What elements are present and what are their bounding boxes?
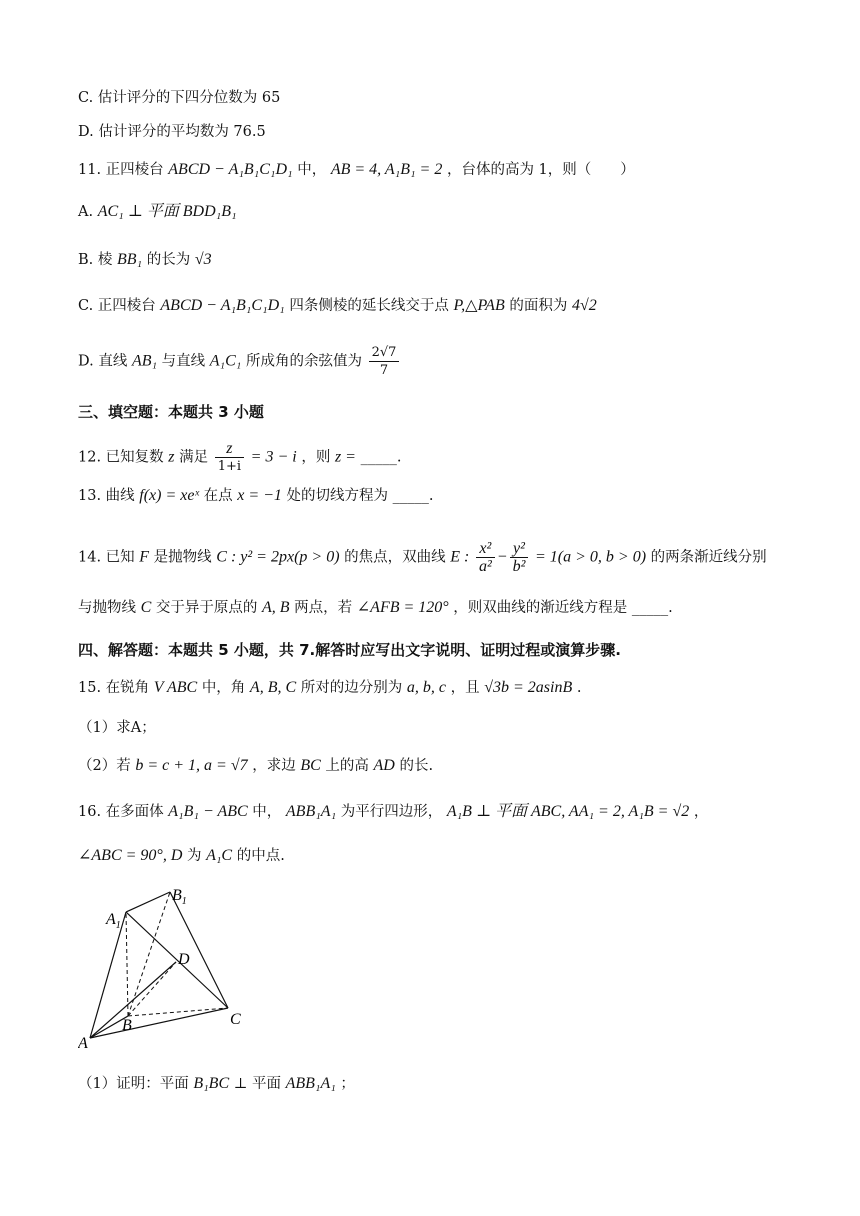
q15-mid2: 所对的边分别为 — [300, 680, 403, 696]
q14-prefix: 14. 已知 — [78, 549, 135, 566]
label-C: C — [230, 1011, 241, 1028]
q13-prefix: 13. 曲线 — [78, 488, 135, 504]
q11-stem — [78, 160, 635, 180]
q11-option-d-line1: AB₁ — [131, 352, 158, 370]
q16-end2: 的中点. — [236, 848, 285, 864]
q15-mid: 中，角 — [201, 680, 246, 696]
q16-polyhedron-figure — [78, 880, 258, 1050]
q12-suffix: ，则 — [301, 449, 331, 466]
q11-option-a-label: A. — [78, 204, 94, 220]
q12-numerator: z — [215, 440, 244, 458]
q15-angles: A, B, C — [249, 679, 297, 696]
q11-option-c-label: C. 正四棱台 — [78, 298, 156, 314]
section-4-heading: 四、解答题：本题共 5 小题，共 7.解答时应写出文字说明、证明过程或演算步骤. — [78, 641, 621, 659]
q15-mid3: ，且 — [450, 680, 480, 696]
q14-line-2 — [78, 598, 673, 618]
q15-part-2 — [78, 756, 433, 776]
label-A1-letter: A — [106, 911, 116, 928]
q14-line2-mid: 交于异于原点的 — [155, 600, 258, 616]
q16-polyhedron: A₁B₁ − ABC — [168, 803, 248, 820]
q16-stem-line-1 — [78, 802, 708, 822]
q14-fraction-2 — [510, 540, 529, 575]
q14-blank: _____. — [631, 600, 673, 616]
q14-hyperbola-rhs: = 1(a > 0, b > 0) — [534, 548, 647, 566]
q11-option-c-frustum: ABCD − A₁B₁C₁D₁ — [160, 297, 285, 314]
label-B1-letter: B — [172, 887, 182, 904]
q16-prefix: 16. 在多面体 — [78, 804, 164, 820]
q11-condition: AB = 4, A₁B₁ = 2 — [330, 161, 443, 178]
label-B1-sub: 1 — [181, 896, 187, 907]
q11-stem-mid: 中， — [297, 162, 327, 178]
edge-A-C — [90, 1008, 228, 1038]
edge-B1-C — [170, 892, 228, 1008]
edge-A1-B1 — [126, 892, 170, 912]
q14-line-1 — [78, 540, 767, 575]
q14-fraction-1 — [476, 540, 495, 575]
q15-part-1: （1）求A； — [78, 720, 156, 736]
q11-stem-suffix: ，台体的高为 1，则（ ） — [446, 162, 635, 178]
q12-mid: 满足 — [179, 449, 209, 466]
q16-segment: A₁C — [206, 847, 233, 864]
q16-condition-1: A₁B ⊥ 平面 ABC, AA₁ = 2, A₁B = √2 — [446, 803, 690, 820]
q10-option-d: D. 估计评分的平均数为 76.5 — [78, 124, 266, 140]
q11-option-d-denominator: 7 — [379, 363, 389, 378]
q11-frustum-name: ABCD − A₁B₁C₁D₁ — [168, 161, 293, 178]
q13 — [78, 486, 434, 506]
edge-B-D-hidden — [128, 962, 176, 1016]
q11-option-d — [78, 344, 401, 379]
edge-B-C-hidden — [128, 1008, 228, 1016]
q12 — [78, 440, 401, 475]
q16-mid: 中， — [252, 804, 282, 820]
q16-end1: ， — [693, 804, 709, 820]
q12-ask: z = — [334, 448, 356, 466]
q13-blank: _____. — [392, 488, 434, 504]
q11-option-d-mid: 与直线 — [161, 353, 206, 370]
label-D: D — [178, 951, 190, 968]
q16-part1-plane-2: ABB₁A₁ — [285, 1075, 336, 1092]
label-A1-sub: 1 — [115, 920, 121, 931]
q16-parallelogram: ABB₁A₁ — [285, 803, 337, 820]
q16-mid2: 为平行四边形， — [340, 804, 443, 820]
q11-option-c-triangle: P,△PAB — [453, 297, 505, 314]
q15-part2-side: BC — [300, 757, 321, 774]
q16-stem-line-2 — [78, 846, 285, 866]
q13-suffix: 处的切线方程为 — [286, 488, 389, 504]
q14-mid: 是抛物线 — [153, 549, 212, 566]
q14-line2-end: ，则双曲线的渐近线方程是 — [453, 600, 628, 616]
q15-end: . — [576, 680, 582, 696]
label-A: A — [78, 1035, 88, 1050]
q14-numerator-2: y² — [510, 540, 529, 558]
q15-part2-prefix: （2）若 — [78, 758, 131, 774]
q11-option-d-fraction — [369, 344, 400, 379]
q15-stem — [78, 678, 581, 698]
q14-hyperbola-name: E : — [450, 548, 470, 566]
q11-option-c-end: 的面积为 — [509, 298, 568, 314]
q15-prefix: 15. 在锐角 — [78, 680, 150, 696]
q11-option-c-text: 四条侧棱的延长线交于点 — [289, 298, 449, 314]
q12-denominator: 1+i — [217, 459, 242, 474]
q15-triangle: V ABC — [153, 679, 198, 696]
q11-option-b — [78, 250, 212, 270]
q14-line2-mid2: 两点，若 — [294, 600, 353, 616]
q16-part1-mid: ⊥ 平面 — [233, 1076, 281, 1092]
q16-part1-plane-1: B₁BC — [193, 1075, 230, 1092]
q12-equation: = 3 − i — [250, 448, 297, 466]
q11-option-c — [78, 296, 597, 316]
q14-points: A, B — [262, 599, 290, 616]
q12-blank: _____. — [360, 449, 402, 466]
q14-line1-end: 的两条渐近线分别 — [650, 549, 767, 566]
q13-point: x = −1 — [237, 487, 282, 504]
edge-B-A1-hidden — [126, 912, 128, 1016]
q15-sides: a, b, c — [406, 679, 446, 696]
q11-option-d-numerator: 2√7 — [369, 344, 400, 362]
q16-part1-prefix: （1）证明：平面 — [78, 1076, 189, 1092]
q16-condition-2: ∠ABC = 90°, D — [78, 847, 183, 864]
q16-part1-end: ； — [340, 1076, 355, 1092]
q12-var: z — [168, 448, 175, 466]
edge-A1-C — [126, 912, 228, 1008]
q14-parabola: C : y² = 2px(p > 0) — [216, 548, 340, 566]
q14-denominator-1: a² — [478, 558, 492, 575]
q13-mid: 在点 — [203, 488, 233, 504]
q15-part2-end: 的长. — [399, 758, 434, 774]
q11-option-d-label: D. 直线 — [78, 353, 128, 370]
label-A1 — [105, 911, 121, 931]
q15-part2-condition: b = c + 1, a = √7 — [135, 757, 248, 774]
q14-parabola-C: C — [140, 599, 152, 616]
q11-option-a-text: AC₁ ⊥ 平面 BDD₁B₁ — [97, 203, 237, 220]
q11-option-b-edge: BB₁ — [116, 251, 143, 268]
q11-option-b-value: √3 — [194, 251, 212, 268]
label-B: B — [122, 1017, 132, 1034]
edge-B-B1-hidden — [128, 892, 170, 1016]
q11-option-d-line2: A₁C₁ — [209, 352, 242, 370]
q15-condition: √3b = 2asinB — [484, 679, 573, 696]
label-B1 — [172, 887, 187, 907]
q11-option-d-text: 所成角的余弦值为 — [245, 353, 362, 370]
q16-mid3: 为 — [186, 848, 202, 864]
q13-function: f(x) = xeˣ — [139, 487, 199, 504]
q12-prefix: 12. 已知复数 — [78, 449, 164, 466]
q14-numerator-1: x² — [476, 540, 495, 558]
q11-option-c-value: 4√2 — [571, 297, 597, 314]
q14-denominator-2: b² — [512, 558, 526, 575]
q11-option-b-text: 的长为 — [146, 252, 191, 268]
q16-part-1 — [78, 1074, 355, 1094]
q14-mid2: 的焦点，双曲线 — [344, 549, 446, 566]
q11-stem-prefix: 11. 正四棱台 — [78, 162, 164, 178]
q14-angle: ∠AFB = 120° — [356, 599, 449, 616]
q11-option-a — [78, 202, 237, 222]
q15-part2-mid: ，求边 — [252, 758, 296, 774]
q15-part2-height: AD — [373, 757, 395, 774]
q14-focus: F — [139, 548, 150, 566]
q15-part2-mid2: 上的高 — [325, 758, 369, 774]
q11-option-b-label: B. 棱 — [78, 252, 113, 268]
q12-fraction — [215, 440, 244, 475]
q14-minus: − — [496, 548, 508, 566]
q14-line2-prefix: 与抛物线 — [78, 600, 136, 616]
section-3-heading: 三、填空题：本题共 3 小题 — [78, 403, 264, 421]
q10-option-c: C. 估计评分的下四分位数为 65 — [78, 90, 281, 106]
